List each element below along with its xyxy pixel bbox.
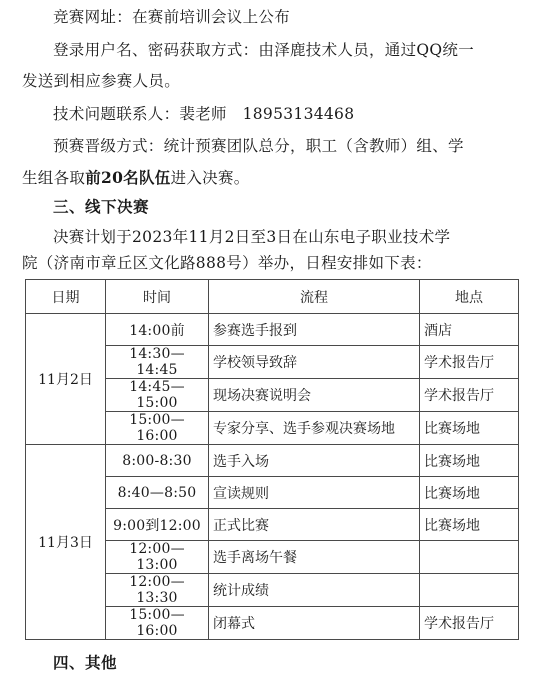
flow-cell: 专家分享、选手参观决赛场地: [209, 412, 420, 445]
promotion-text-bold: 前20名队伍: [85, 168, 171, 187]
header-flow: 流程: [209, 280, 420, 314]
date-cell: 11月2日: [26, 314, 106, 445]
time-cell: 12:00—13:00: [106, 541, 209, 574]
section-title-offline-final: 三、线下决赛: [53, 197, 150, 216]
login-text-line2: 发送到相应参赛人员。: [22, 72, 181, 90]
flow-cell: 现场决赛说明会: [209, 379, 420, 412]
final-paragraph-line2: [22, 248, 518, 279]
flow-cell: 正式比赛: [209, 509, 420, 541]
place-cell: 学术报告厅: [420, 379, 519, 412]
place-cell: 学术报告厅: [420, 607, 519, 640]
contact-paragraph: [22, 99, 518, 130]
promotion-text-line1: 预赛晋级方式：统计预赛团队总分，职工（含教师）组、学: [53, 137, 464, 155]
time-cell: 14:30—14:45: [106, 346, 209, 379]
login-paragraph-line1: [22, 35, 518, 66]
place-cell: [420, 541, 519, 574]
flow-cell: 统计成绩: [209, 574, 420, 607]
place-cell: 比赛场地: [420, 509, 519, 541]
login-text-line1: 登录用户名、密码获取方式：由泽鹿技术人员，通过QQ统一: [53, 41, 475, 59]
website-paragraph: [22, 2, 518, 33]
place-cell: 比赛场地: [420, 445, 519, 477]
table-row: [26, 314, 519, 346]
flow-cell: 学校领导致辞: [209, 346, 420, 379]
place-cell: 比赛场地: [420, 412, 519, 445]
time-cell: 8:40—8:50: [106, 477, 209, 509]
place-cell: 酒店: [420, 314, 519, 346]
time-cell: 14:45—15:00: [106, 379, 209, 412]
flow-cell: 选手入场: [209, 445, 420, 477]
time-cell: 14:00前: [106, 314, 209, 346]
header-date: 日期: [26, 280, 106, 314]
place-cell: [420, 574, 519, 607]
flow-cell: 参赛选手报到: [209, 314, 420, 346]
date-cell: 11月3日: [26, 445, 106, 640]
promotion-text-post: 进入决赛。: [170, 169, 250, 187]
header-place: 地点: [420, 280, 519, 314]
flow-cell: 闭幕式: [209, 607, 420, 640]
promotion-text-pre: 生组各取: [22, 169, 86, 187]
time-cell: 9:00到12:00: [106, 509, 209, 541]
place-cell: 学术报告厅: [420, 346, 519, 379]
time-cell: 15:00—16:00: [106, 412, 209, 445]
place-cell: 比赛场地: [420, 477, 519, 509]
contact-text: 技术问题联系人：裴老师 18953134468: [53, 105, 355, 123]
schedule-table: [25, 279, 519, 640]
time-cell: 12:00—13:30: [106, 574, 209, 607]
time-cell: 8:00-8:30: [106, 445, 209, 477]
website-text: 竞赛网址：在赛前培训会议上公布: [53, 8, 291, 26]
promotion-paragraph-line2: [22, 162, 518, 194]
final-text-line2: 院（济南市章丘区文化路888号）举办，日程安排如下表：: [22, 254, 432, 272]
time-cell: 15:00—16:00: [106, 607, 209, 640]
final-text-line1: 决赛计划于2023年11月2日至3日在山东电子职业技术学: [53, 228, 451, 246]
flow-cell: 宣读规则: [209, 477, 420, 509]
header-time: 时间: [106, 280, 209, 314]
section-title-other: 四、其他: [53, 653, 118, 672]
login-paragraph-line2: [22, 66, 518, 97]
table-row: [26, 445, 519, 477]
flow-cell: 选手离场午餐: [209, 541, 420, 574]
promotion-paragraph-line1: [22, 131, 518, 162]
table-header-row: [26, 280, 519, 314]
